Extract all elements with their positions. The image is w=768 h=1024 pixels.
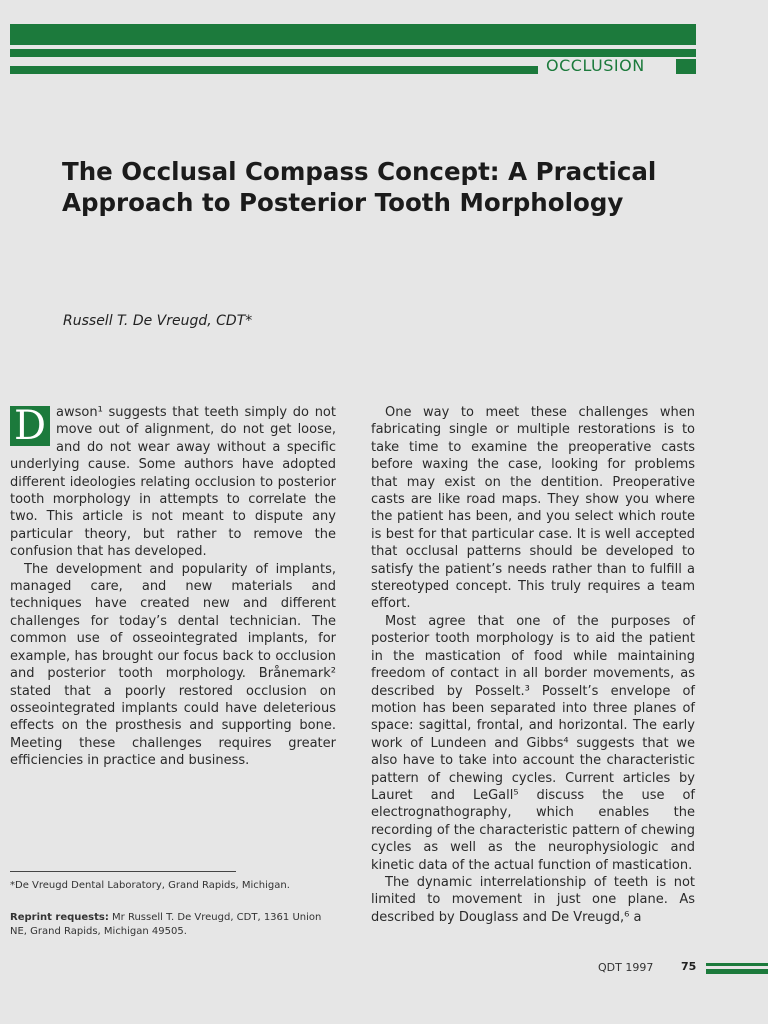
reprint-label: Reprint requests: <box>10 912 109 923</box>
page-number: 75 <box>681 960 697 973</box>
footnote-reprint <box>10 911 340 939</box>
footnote-divider <box>10 871 236 872</box>
body-column-left <box>10 404 336 770</box>
article-title: The Occlusal Compass Concept: A Practical Approach to Posterior Tooth Morphology <box>62 157 657 217</box>
section-label: OCCLUSION <box>546 56 645 75</box>
paragraph-4: Most agree that one of the purposes of posterior tooth morphology is to aid the patient in the mastication of food while maintaining freedom of contact in all border movements, as described by Posselt.³ Posselt’s envelope of motion has been separated into three planes of space: sagittal, frontal, and horizontal. The early work of Lundeen and Gibbs⁴ suggests that we also have to take into account the characteristic pattern of chewing cycles. Current articles by Lauret and LeGall⁵ discuss the use of electrognathography, which enables the recording of the characteristic pattern of chewing cycles as well as the neurophysiologic and kinetic data of the actual function of mastication. <box>371 613 695 873</box>
section-rule-right <box>676 59 696 74</box>
paragraph-5: The dynamic interrelationship of teeth is not limited to movement in just one plane. As described by Douglass and De Vreugd,⁶ a <box>371 874 695 925</box>
section-rule-left <box>10 66 538 74</box>
footer-bar-thin <box>706 963 768 966</box>
body-column-right <box>371 404 695 926</box>
paragraph-1-text: awson¹ suggests that teeth simply do not move out of alignment, do not get loose, and do not wear away without a specific underlying cause. Some authors have adopted different ideologies relating occlusion to posterior tooth morphology in attempts to correlate the two. This article is not meant to dispute any particular theory, but rather to remove the confusion that has developed. <box>10 405 336 560</box>
header-band-top <box>10 24 696 45</box>
author-byline: Russell T. De Vreugd, CDT* <box>63 313 253 329</box>
footer-bar-thick <box>706 969 768 974</box>
reprint-address: Mr Russell T. De Vreugd, CDT, 1361 Union NE, Grand Rapids, Michigan 49505. <box>10 912 322 937</box>
paragraph-1 <box>10 404 336 561</box>
paragraph-3: One way to meet these challenges when fabricating single or multiple restorations is to take time to examine the preoperative casts before waxing the case, looking for problems that may exist on the dentition. Preoperative casts are like road maps. They show you where the patient has been, and you select which route is best for that particular case. It is well accepted that occlusal patterns should be developed to satisfy the patient’s needs rather than to fulfill a stereotyped concept. This truly requires a team effort. <box>371 405 695 612</box>
journal-label: QDT 1997 <box>598 961 654 974</box>
footnote-affiliation: *De Vreugd Dental Laboratory, Grand Rapids, Michigan. <box>10 880 290 891</box>
drop-cap: D <box>10 406 50 446</box>
paragraph-2: The development and popularity of implants, managed care, and new materials and techniques have created new and different challenges for today’s dental technician. The common use of osseointegrated implants, for example, has brought our focus back to occlusion and posterior tooth morphology. Brånemark² stated that a poorly restored occlusion on osseointegrated implants could have deleterious effects on the prosthesis and supporting bone. Meeting these challenges requires greater efficiencies in practice and business. <box>10 561 336 769</box>
